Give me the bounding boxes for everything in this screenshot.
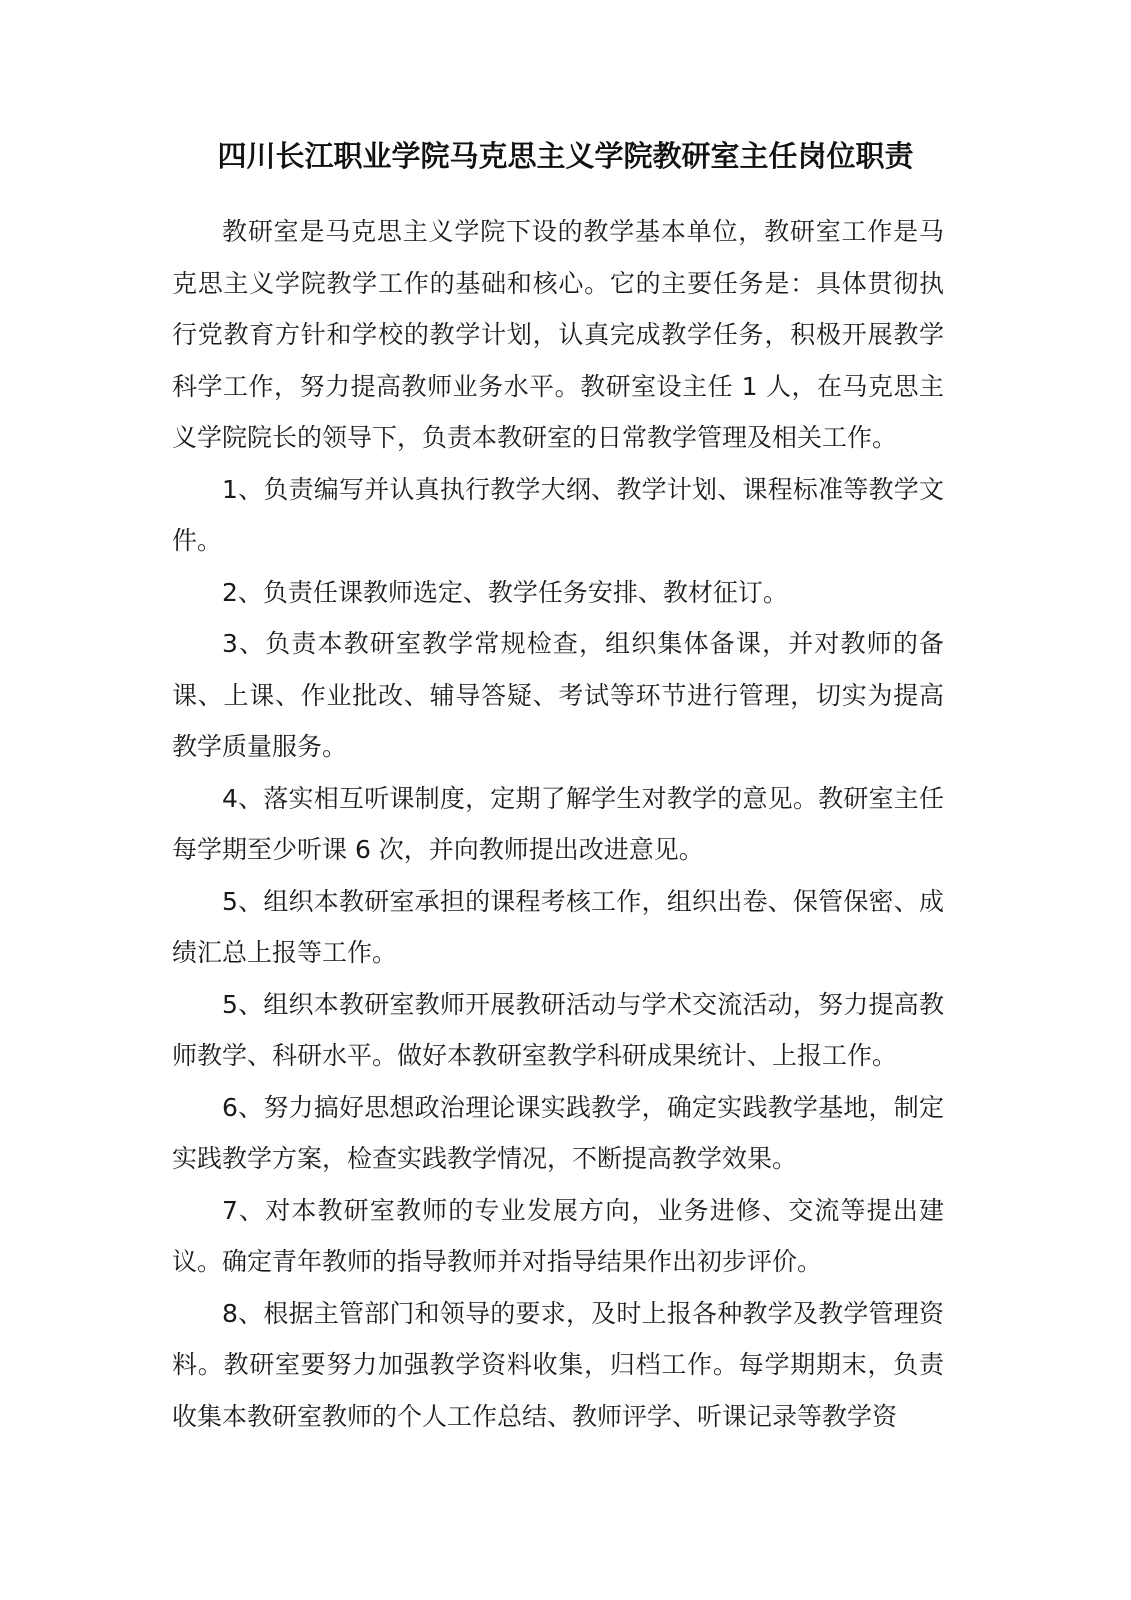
document-body (172, 206, 944, 1442)
paragraph-duty-5a: 5、组织本教研室承担的课程考核工作，组织出卷、保管保密、成绩汇总上报等工作。 (172, 886, 944, 967)
paragraph-duty-7: 7、对本教研室教师的专业发展方向，业务进修、交流等提出建议。确定青年教师的指导教师并对指导结果作出初步评价。 (172, 1195, 944, 1276)
paragraph-duty-6: 6、努力搞好思想政治理论课实践教学，确定实践教学基地，制定实践教学方案，检查实践教学情况，不断提高教学效果。 (172, 1092, 944, 1173)
paragraph-duty-8: 8、根据主管部门和领导的要求，及时上报各种教学及教学管理资料。教研室要努力加强教学资料收集，归档工作。每学期期末，负责收集本教研室教师的个人工作总结、教师评学、听课记录等教学资 (172, 1298, 944, 1431)
paragraph-duty-1: 1、负责编写并认真执行教学大纲、教学计划、课程标准等教学文件。 (172, 474, 944, 555)
paragraph-duty-2: 2、负责任课教师选定、教学任务安排、教材征订。 (222, 577, 788, 607)
paragraph-duty-5b: 5、组织本教研室教师开展教研活动与学术交流活动，努力提高教师教学、科研水平。做好本教研室教学科研成果统计、上报工作。 (172, 989, 944, 1070)
document-title: 四川长江职业学院马克思主义学院教研室主任岗位职责 (217, 139, 914, 173)
paragraph-intro: 教研室是马克思主义学院下设的教学基本单位，教研室工作是马克思主义学院教学工作的基础和核心。它的主要任务是：具体贯彻执行党教育方针和学校的教学计划，认真完成教学任务，积极开展教学科学工作，努力提高教师业务水平。教研室设主任 1 人，在马克思主义学院院长的领导下，负责本教研室的日常教学管理及相关工作。 (172, 217, 944, 452)
paragraph-duty-3: 3、负责本教研室教学常规检查，组织集体备课，并对教师的备课、上课、作业批改、辅导答疑、考试等环节进行管理，切实为提高教学质量服务。 (172, 629, 944, 761)
paragraph-duty-4: 4、落实相互听课制度，定期了解学生对教学的意见。教研室主任每学期至少听课 6 次，并向教师提出改进意见。 (172, 783, 944, 864)
